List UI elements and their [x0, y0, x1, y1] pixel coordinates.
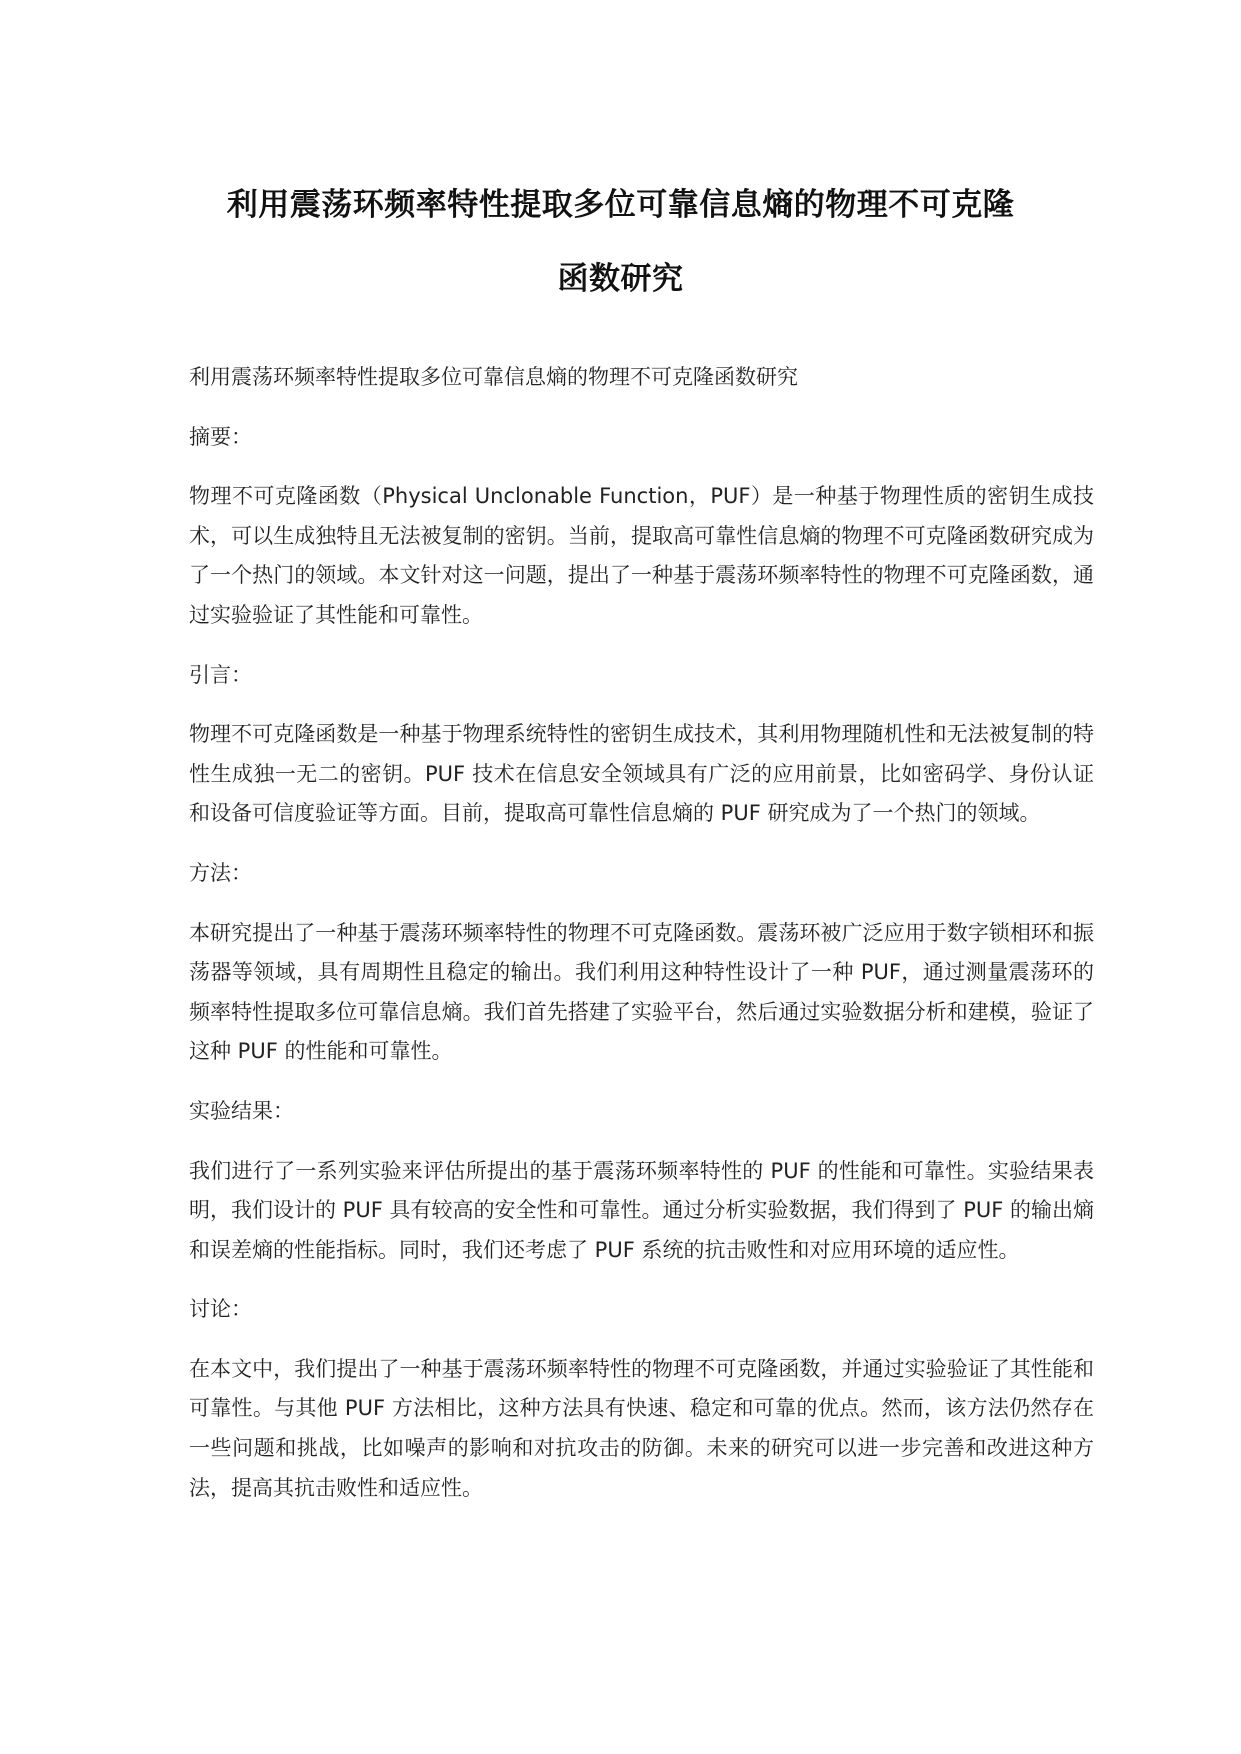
abstract-paragraph: 物理不可克隆函数（Physical Unclonable Function，PUF）是一种基于物理性质的密钥生成技术，可以生成独特且无法被复制的密钥。当前，提取高可靠性信息熵的物理不可克隆函数研究成为了一个热门的领域。本文针对这一问题，提出了一种基于震荡环频率特性的物理不可克隆函数，通过实验验证了其性能和可靠性。	[189, 484, 1094, 627]
document-subtitle: 利用震荡环频率特性提取多位可靠信息熵的物理不可克隆函数研究	[189, 365, 798, 389]
method-heading: 方法：	[189, 860, 252, 885]
abstract-heading: 摘要：	[189, 424, 252, 449]
document-title	[150, 168, 1091, 316]
title-line-1: 利用震荡环频率特性提取多位可靠信息熵的物理不可克隆	[226, 187, 1015, 223]
method-paragraph: 本研究提出了一种基于震荡环频率特性的物理不可克隆函数。震荡环被广泛应用于数字锁相环和振荡器等领域，具有周期性且稳定的输出。我们利用这种特性设计了一种 PUF，通过测量震荡环的频率特性提取多位可靠信息熵。我们首先搭建了实验平台，然后通过实验数据分析和建模，验证了这种 PUF 的性能和可靠性。	[189, 920, 1094, 1064]
results-heading: 实验结果：	[189, 1098, 294, 1123]
discussion-paragraph: 在本文中，我们提出了一种基于震荡环频率特性的物理不可克隆函数，并通过实验验证了其性能和可靠性。与其他 PUF 方法相比，这种方法具有快速、稳定和可靠的优点。然而，该方法仍然存在一些问题和挑战，比如噪声的影响和对抗攻击的防御。未来的研究可以进一步完善和改进这种方法，提高其抗击败性和适应性。	[189, 1356, 1094, 1500]
results-paragraph: 我们进行了一系列实验来评估所提出的基于震荡环频率特性的 PUF 的性能和可靠性。实验结果表明，我们设计的 PUF 具有较高的安全性和可靠性。通过分析实验数据，我们得到了 PUF 的输出熵和误差熵的性能指标。同时，我们还考虑了 PUF 系统的抗击败性和对应用环境的适应性。	[189, 1158, 1094, 1262]
introduction-heading: 引言：	[189, 662, 252, 687]
introduction-paragraph: 物理不可克隆函数是一种基于物理系统特性的密钥生成技术，其利用物理随机性和无法被复制的特性生成独一无二的密钥。PUF 技术在信息安全领域具有广泛的应用前景，比如密码学、身份认证和设备可信度验证等方面。目前，提取高可靠性信息熵的 PUF 研究成为了一个热门的领域。	[189, 722, 1094, 826]
discussion-heading: 讨论：	[189, 1297, 252, 1322]
document-body	[189, 358, 1094, 1528]
title-line-2: 函数研究	[557, 261, 684, 297]
